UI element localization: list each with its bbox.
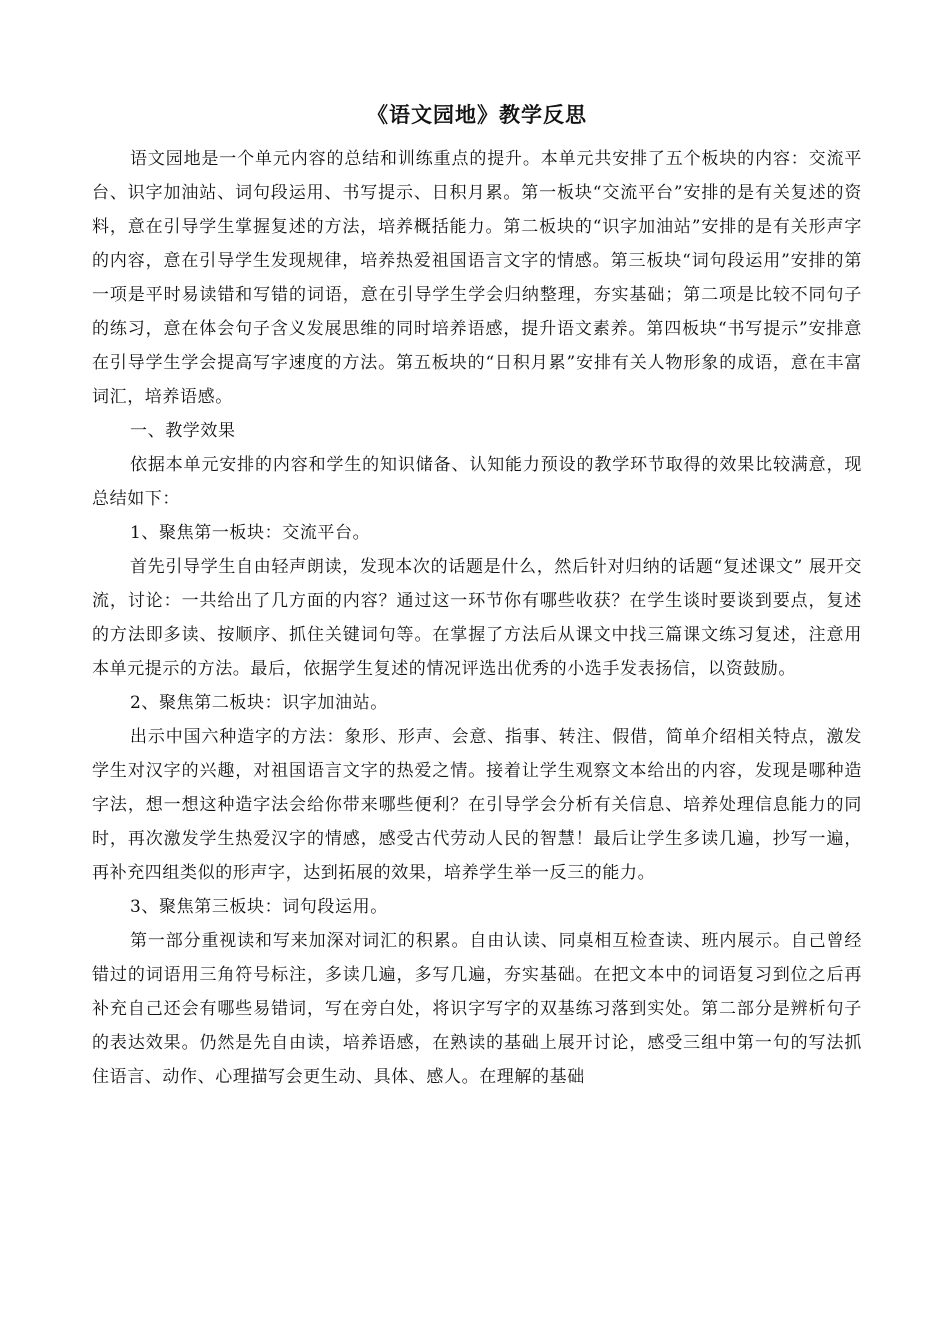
block-3-paragraph: 第一部分重视读和写来加深对词汇的积累。自由认读、同桌相互检查读、班内展示。自己曾经错过的词语用三角符号标注，多读几遍，多写几遍，夯实基础。在把文本中的词语复习到位之后再补充自己还会有哪些易错词，写在旁白处，将识字写字的双基练习落到实处。第二部分是辨析句子的表达效果。仍然是先自由读，培养语感，在熟读的基础上展开讨论，感受三组中第一句的写法抓住语言、动作、心理描写会更生动、具体、感人。在理解的基础	[92, 931, 862, 1087]
subheading-block-2: 2、聚焦第二板块：识字加油站。	[130, 693, 388, 713]
summary-paragraph: 依据本单元安排的内容和学生的知识储备、认知能力预设的教学环节取得的效果比较满意，现总结如下：	[92, 455, 862, 509]
intro-paragraph: 语文园地是一个单元内容的总结和训练重点的提升。本单元共安排了五个板块的内容：交流平台、识字加油站、词句段运用、书写提示、日积月累。第一板块“交流平台”安排的是有关复述的资料，意在引导学生掌握复述的方法，培养概括能力。第二板块的“识字加油站”安排的是有关形声字的内容，意在引导学生发现规律，培养热爱祖国语言文字的情感。第三板块“词句段运用”安排的第一项是平时易读错和写错的词语，意在引导学生学会归纳整理，夯实基础；第二项是比较不同句子的练习，意在体会句子含义发展思维的同时培养语感，提升语文素养。第四板块“书写提示”安排意在引导学生学会提高写字速度的方法。第五板块的“日积月累”安排有关人物形象的成语，意在丰富词汇，培养语感。	[92, 149, 862, 407]
section-heading-teaching-effect: 一、教学效果	[130, 421, 236, 441]
block-1-paragraph: 首先引导学生自由轻声朗读，发现本次的话题是什么，然后针对归纳的话题“复述课文” 展开交流，讨论：一共给出了几方面的内容？通过这一环节你有哪些收获？在学生谈时要谈到要点，复述的方法即多读、按顺序、抓住关键词句等。在掌握了方法后从课文中找三篇课文练习复述，注意用本单元提示的方法。最后，依据学生复述的情况评选出优秀的小选手发表扬信，以资鼓励。	[92, 557, 862, 679]
subheading-block-3: 3、聚焦第三板块：词句段运用。	[130, 897, 388, 917]
document-title: 《语文园地》教学反思	[367, 102, 587, 127]
block-2-paragraph: 出示中国六种造字的方法：象形、形声、会意、指事、转注、假借，简单介绍相关特点，激发学生对汉字的兴趣，对祖国语言文字的热爱之情。接着让学生观察文本给出的内容，发现是哪种造字法，想一想这种造字法会给你带来哪些便利？在引导学会分析有关信息、培养处理信息能力的同时，再次激发学生热爱汉字的情感，感受古代劳动人民的智慧！最后让学生多读几遍，抄写一遍，再补充四组类似的形声字，达到拓展的效果，培养学生举一反三的能力。	[92, 727, 862, 883]
document-page	[92, 100, 862, 1094]
subheading-block-1: 1、聚焦第一板块：交流平台。	[130, 523, 371, 543]
